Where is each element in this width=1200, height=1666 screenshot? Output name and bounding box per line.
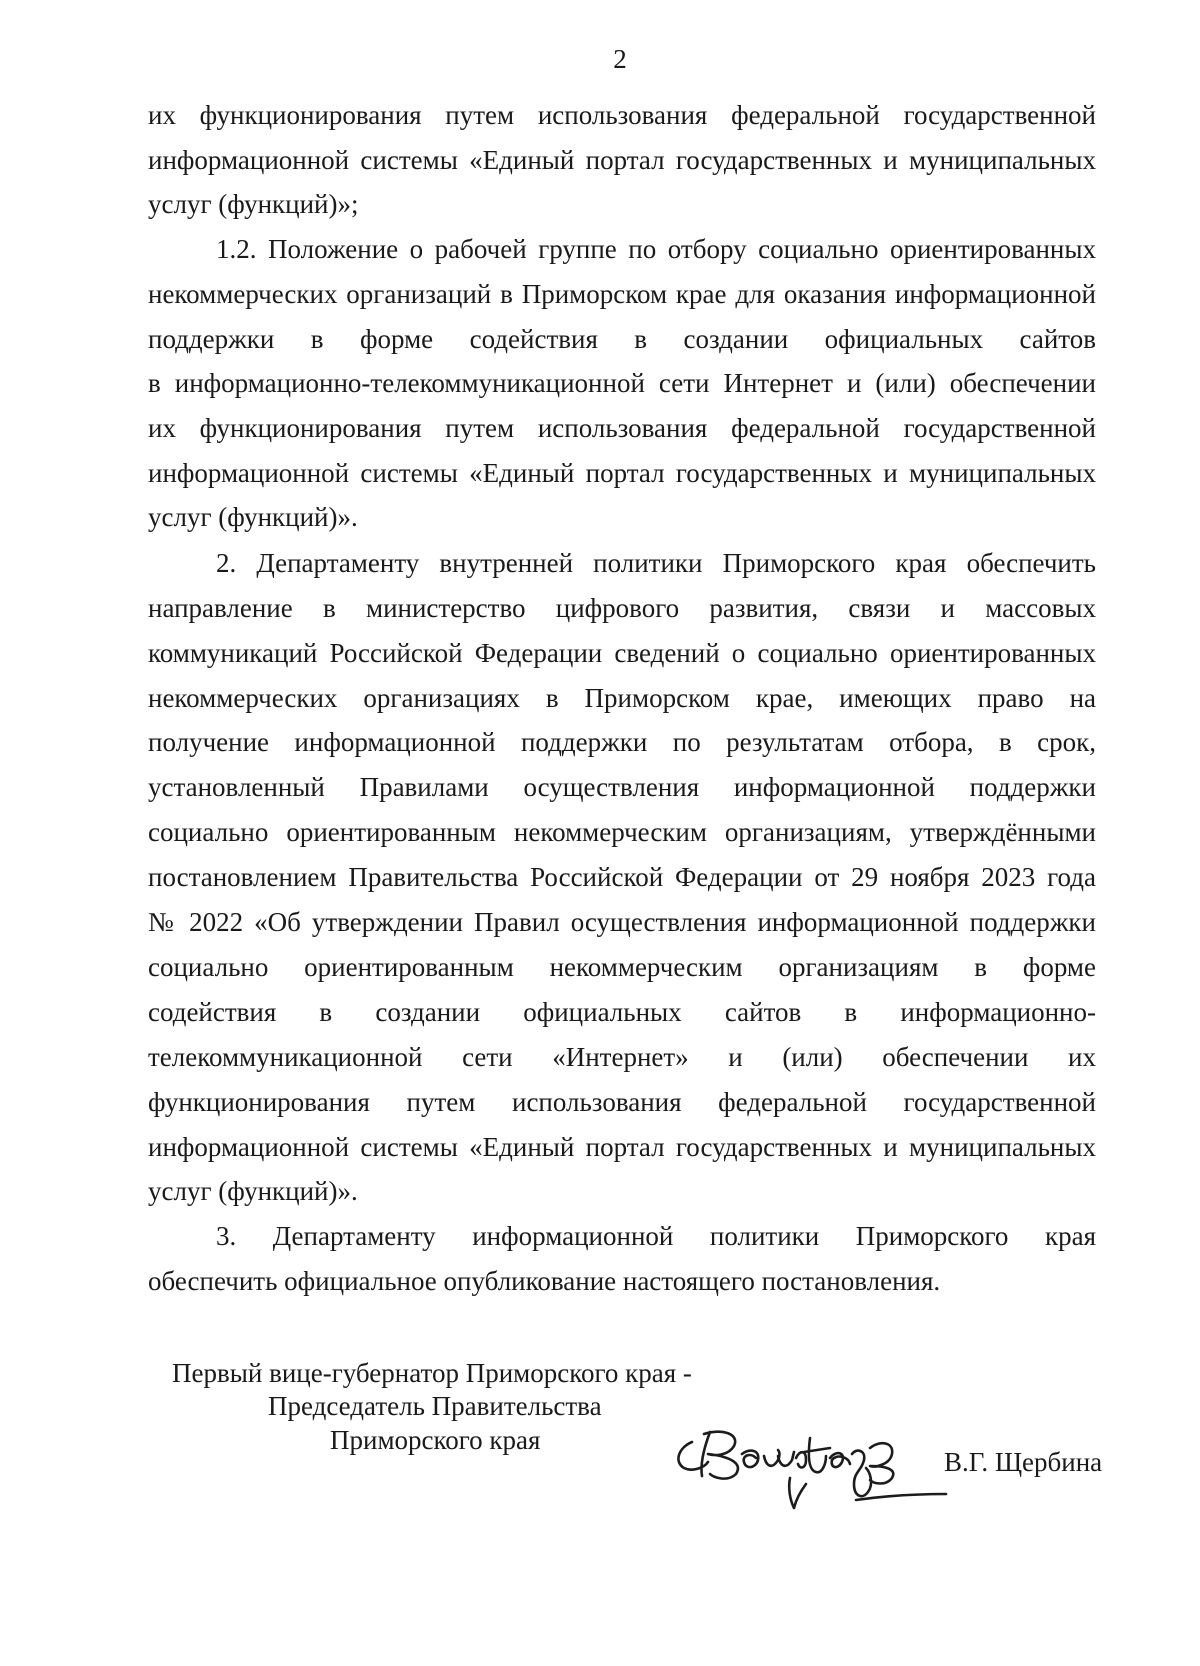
page-number: 2: [613, 44, 627, 74]
text-line: поддержки в форме содействия в создании официальных сайтов: [148, 324, 1096, 354]
text-line: их функционирования путем использования федеральной государственной: [148, 413, 1096, 443]
signatory-title-line-3: Приморского края: [330, 1425, 541, 1455]
text-line: социально ориентированным некоммерческим организациям, утверждёнными: [148, 817, 1096, 847]
signatory-title-line-2: Председатель Правительства: [268, 1391, 602, 1421]
paragraph-3-first-line: 3. Департаменту информационной политики Приморского края: [216, 1221, 1096, 1251]
text-line: некоммерческих организациях в Приморском крае, имеющих право на: [148, 683, 1096, 713]
text-line: информационной системы «Единый портал государственных и муниципальных: [148, 145, 1096, 175]
text-line: информационной системы «Единый портал государственных и муниципальных: [148, 458, 1096, 488]
text-line: их функционирования путем использования федеральной государственной: [148, 100, 1096, 130]
text-line: социально ориентированным некоммерческим организациям в форме: [148, 952, 1096, 982]
text-line: услуг (функций)»;: [148, 189, 359, 219]
text-line: обеспечить официальное опубликование настоящего постановления.: [148, 1266, 941, 1296]
signatory-title-line-1: Первый вице-губернатор Приморского края -: [172, 1358, 692, 1388]
text-line: телекоммуникационной сети «Интернет» и (или) обеспечении их: [148, 1042, 1096, 1072]
text-line: № 2022 «Об утверждении Правил осуществления информационной поддержки: [148, 907, 1096, 937]
text-line: постановлением Правительства Российской Федерации от 29 ноября 2023 года: [148, 862, 1096, 892]
text-line: установленный Правилами осуществления информационной поддержки: [148, 772, 1096, 802]
text-line: функционирования путем использования федеральной государственной: [148, 1087, 1096, 1117]
text-line: коммуникаций Российской Федерации сведений о социально ориентированных: [148, 638, 1096, 668]
text-line: информационной системы «Единый портал государственных и муниципальных: [148, 1132, 1096, 1162]
paragraph-2-first-line: 2. Департаменту внутренней политики Приморского края обеспечить: [216, 548, 1096, 578]
text-line: содействия в создании официальных сайтов в информационно-: [148, 997, 1096, 1027]
text-line: некоммерческих организаций в Приморском крае для оказания информационной: [148, 279, 1096, 309]
handwritten-signature: [670, 1412, 960, 1522]
text-line: получение информационной поддержки по результатам отбора, в срок,: [148, 727, 1096, 757]
text-line: услуг (функций)».: [148, 1176, 358, 1206]
text-line: направление в министерство цифрового развития, связи и массовых: [148, 593, 1096, 623]
text-line: услуг (функций)».: [148, 502, 358, 532]
paragraph-1-2-first-line: 1.2. Положение о рабочей группе по отбору социально ориентированных: [216, 234, 1096, 264]
text-line: в информационно-телекоммуникационной сети Интернет и (или) обеспечении: [148, 368, 1096, 398]
signatory-name: В.Г. Щербина: [944, 1447, 1103, 1477]
